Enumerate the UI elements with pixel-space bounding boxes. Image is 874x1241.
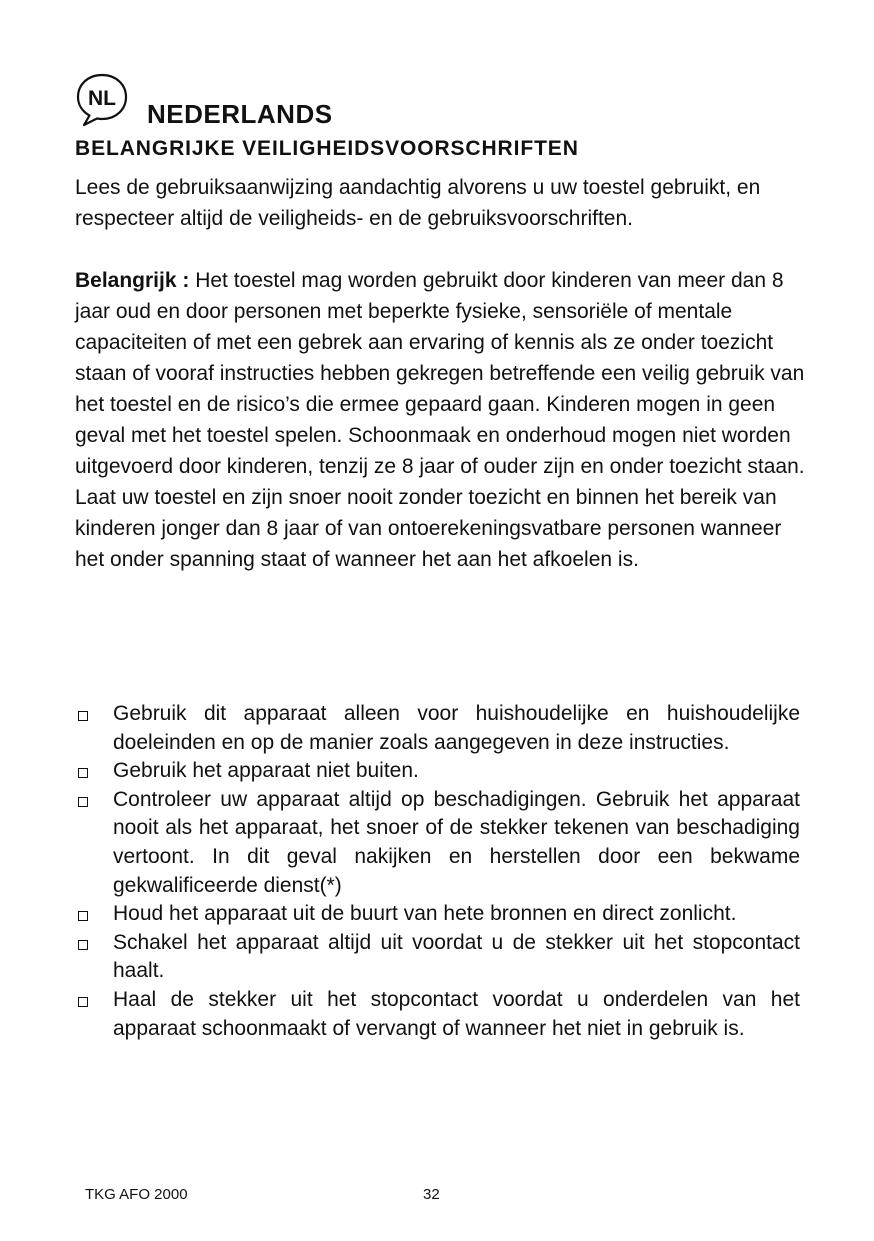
list-item-text: Controleer uw apparaat altijd op beschadigingen. Gebruik het apparaat nooit als het apparaat, het snoer of de stekker tekenen van beschadiging vertoont. In dit geval nakijken en herstellen door een bekwame gekwalificeerde dienst(*) xyxy=(113,787,800,897)
warning-paragraph xyxy=(75,265,805,575)
list-item xyxy=(75,986,800,1043)
intro-paragraph: Lees de gebruiksaanwijzing aandachtig alvorens u uw toestel gebruikt, en respecteer altijd de veiligheids- en de gebruiksvoorschriften. xyxy=(75,176,761,230)
safety-instructions-list xyxy=(75,700,800,1043)
language-code: NL xyxy=(88,87,116,110)
list-item-text: Schakel het apparaat altijd uit voordat u de stekker uit het stopcontact haalt. xyxy=(113,930,800,983)
list-item-text: Gebruik het apparaat niet buiten. xyxy=(113,759,419,783)
checkbox-bullet-icon xyxy=(78,797,88,807)
list-item xyxy=(75,757,800,786)
list-item xyxy=(75,900,800,929)
checkbox-bullet-icon xyxy=(78,997,88,1007)
list-item-text: Houd het apparaat uit de buurt van hete bronnen en direct zonlicht. xyxy=(113,902,737,926)
checkbox-bullet-icon xyxy=(78,940,88,950)
list-item-text: Gebruik dit apparaat alleen voor huishoudelijke en huishoudelijke doeleinden en op de manier zoals aangegeven in deze instructies. xyxy=(113,702,800,754)
list-item-text: Haal de stekker uit het stopcontact voordat u onderdelen van het apparaat schoonmaakt of vervangt of wanneer het niet in gebruik is. xyxy=(113,987,800,1040)
warning-label: Belangrijk : xyxy=(75,269,190,292)
checkbox-bullet-icon xyxy=(78,768,88,778)
language-title: NEDERLANDS xyxy=(147,99,333,129)
section-title: BELANGRIJKE VEILIGHEIDSVOORSCHRIFTEN xyxy=(75,137,579,160)
checkbox-bullet-icon xyxy=(78,911,88,921)
list-item xyxy=(75,700,800,757)
warning-text: Het toestel mag worden gebruikt door kinderen van meer dan 8 jaar oud en door personen met beperkte fysieke, sensoriële of mentale capaciteiten of met een gebrek aan ervaring of kennis als ze onder toezicht staan of vooraf instructies hebben gekregen betreffende een veilig gebruik van het toestel en de risico’s die ermee gepaard gaan. Kinderen mogen in geen geval met het toestel spelen. Schoonmaak en onderhoud mogen niet worden uitgevoerd door kinderen, tenzij ze 8 jaar of ouder zijn en onder toezicht staan. Laat uw toestel en zijn snoer nooit zonder toezicht en binnen het bereik van kinderen jonger dan 8 jaar of van ontoerekeningsvatbare personen wanneer het onder spanning staat of wanneer het aan het afkoelen is. xyxy=(75,269,805,571)
checkbox-bullet-icon xyxy=(78,711,88,721)
page-number: 32 xyxy=(423,1186,440,1203)
footer-model: TKG AFO 2000 xyxy=(85,1186,188,1203)
list-item xyxy=(75,786,800,900)
list-item xyxy=(75,929,800,986)
language-speech-bubble-icon xyxy=(74,72,130,128)
